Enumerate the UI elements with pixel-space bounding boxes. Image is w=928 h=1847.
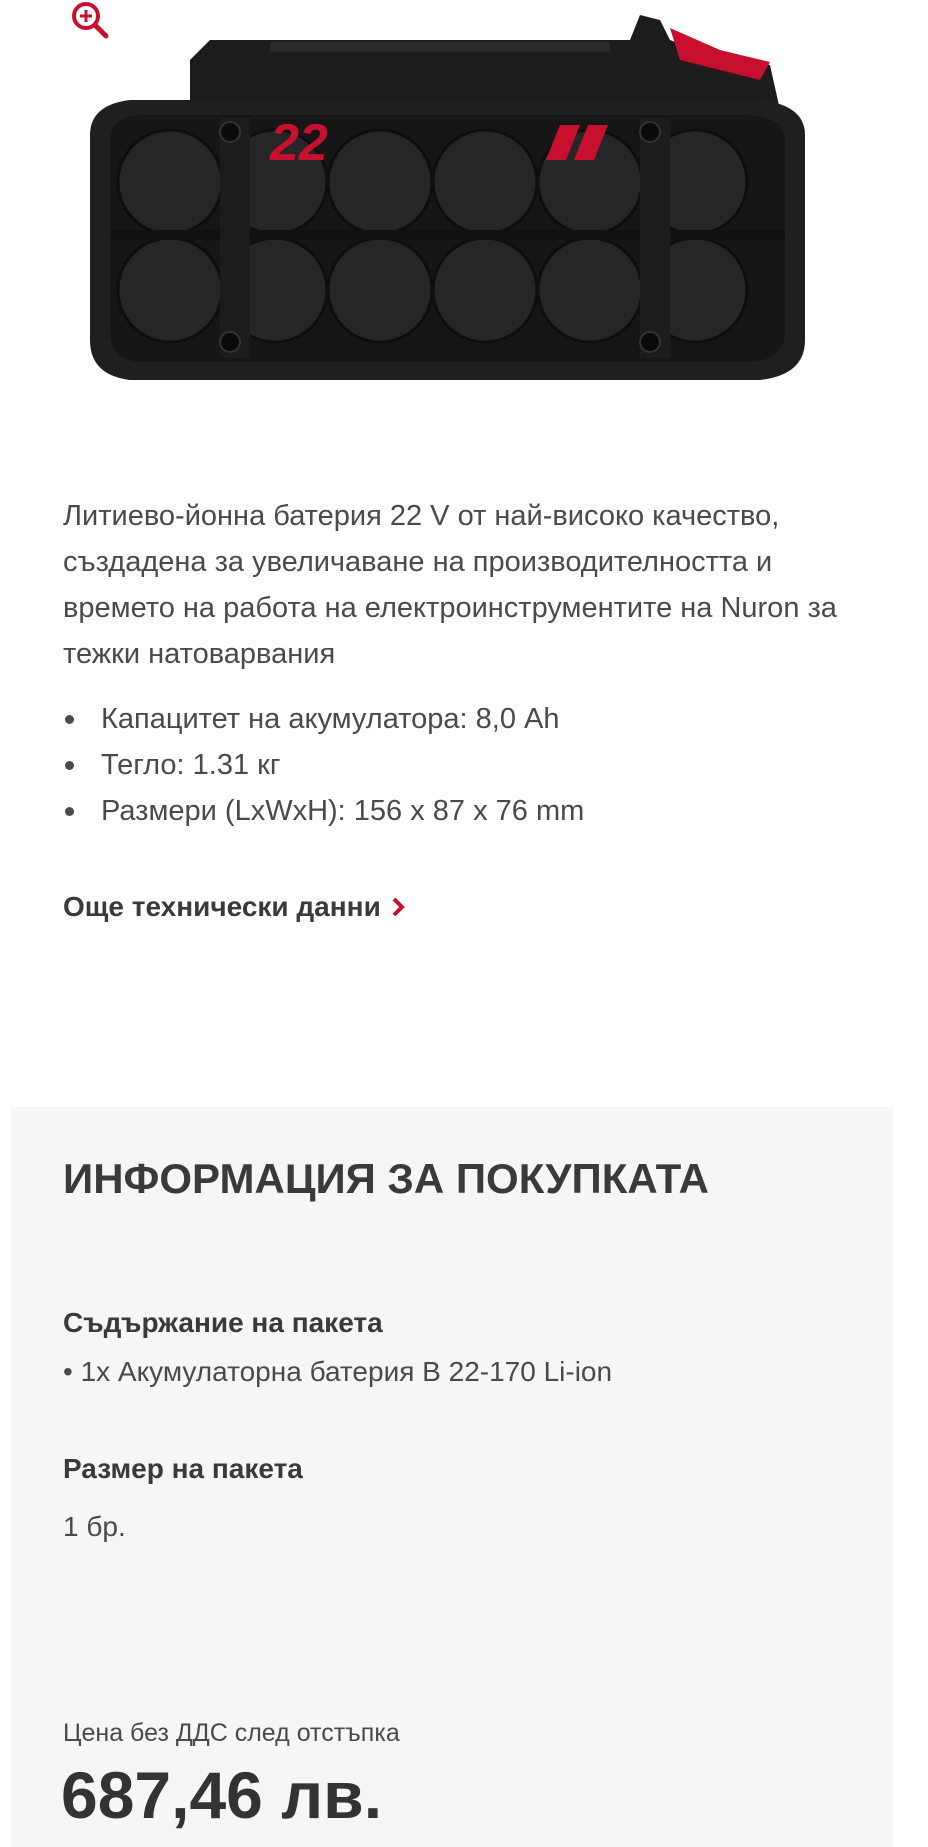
package-size-label: Размер на пакета: [63, 1453, 303, 1484]
more-technical-data-link[interactable]: [63, 891, 405, 923]
spec-dimensions: Размери (LxWxH): 156 x 87 x 76 mm: [63, 788, 584, 834]
product-description: Литиево-йонна батерия 22 V от най-високо качество, създадена за увеличаване на производителността и времето на работа на електроинструментите на Nuron за тежки натоварвания: [63, 500, 837, 670]
package-size-value: 1 бр.: [63, 1511, 126, 1542]
zoom-in-icon[interactable]: [70, 0, 110, 40]
product-image-area: [0, 0, 928, 420]
purchase-info-title: ИНФОРМАЦИЯ ЗА ПОКУПКАТА: [63, 1155, 709, 1202]
package-contents-label: Съдържание на пакета: [63, 1307, 383, 1338]
price-label: Цена без ДДС след отстъпка: [63, 1719, 400, 1747]
package-contents-item: • 1x Акумулаторна батерия B 22-170 Li-ion: [63, 1356, 613, 1387]
chevron-right-icon: [391, 896, 405, 918]
spec-list: [63, 696, 584, 834]
purchase-info-panel: [11, 1107, 893, 1847]
price-value: 687,46 лв.: [61, 1758, 383, 1832]
battery-image[interactable]: [70, 0, 810, 400]
spec-capacity: Капацитет на акумулатора: 8,0 Ah: [63, 696, 584, 742]
more-technical-data-label: Още технически данни: [63, 891, 381, 922]
battery-voltage-label: 22: [270, 114, 328, 172]
spec-weight: Тегло: 1.31 кг: [63, 742, 584, 788]
